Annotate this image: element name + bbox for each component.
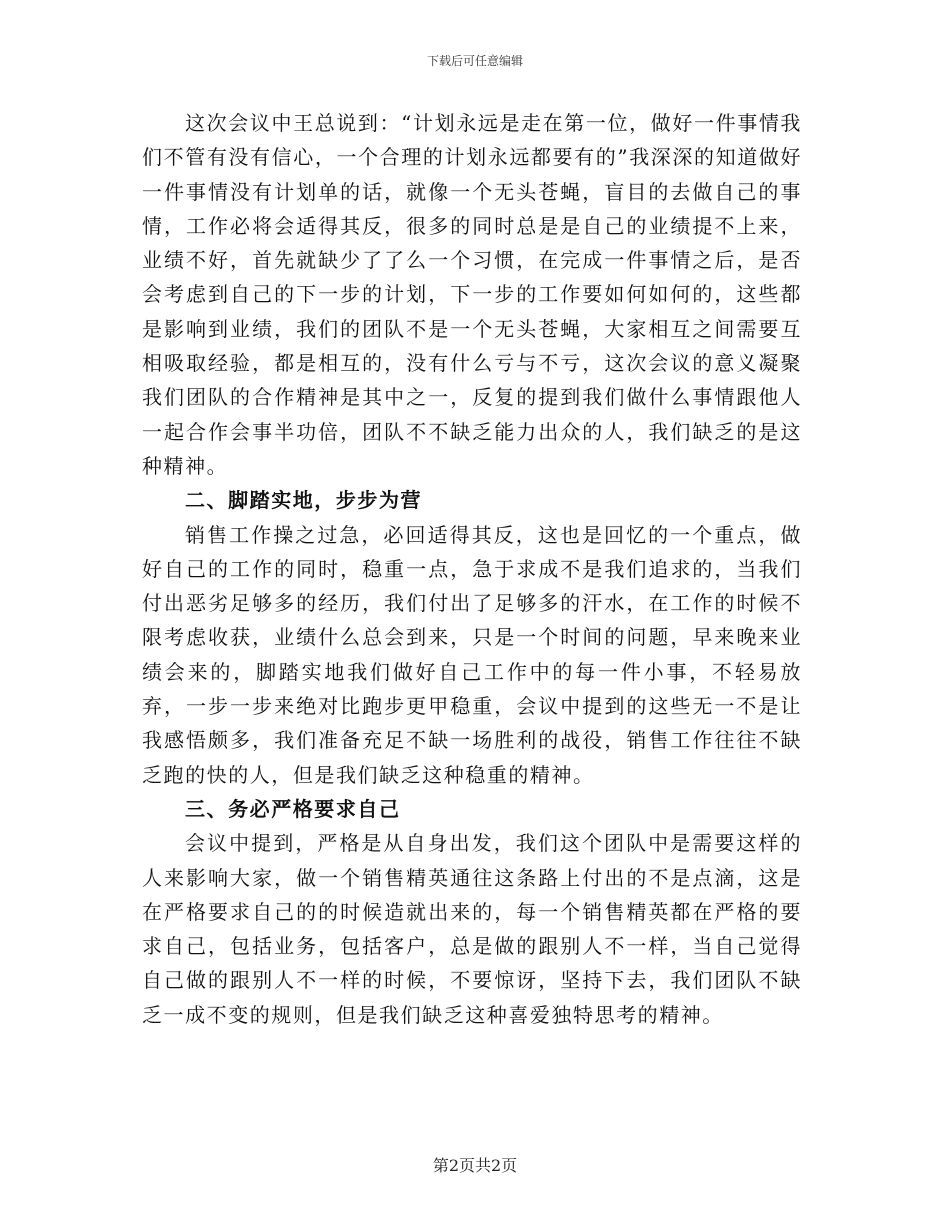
page-header-note: 下载后可任意编辑 [426,54,523,68]
paragraph-plan: 这次会议中王总说到：“计划永远是走在第一位，做好一件事情我们不管有没有信心，一个合理的计划永远都要有的”我深深的知道做好一件事情没有计划单的话，就像一个无头苍蝇，盲目的去做自己的事情，工作必将会适得其反，很多的同时总是是自己的业绩提不上来，业绩不好，首先就缺少了了么一个习惯，在完成一件事情之后，是否会考虑到自己的下一步的计划，下一步的工作要如何如何的，这些都是影响到业绩，我们的团队不是一个无头苍蝇，大家相互之间需要互相吸取经验，都是相互的，没有什么亏与不亏，这次会议的意义凝聚我们团队的合作精神是其中之一，反复的提到我们做什么事情跟他人一起合作会事半功倍，团队不不缺乏能力出众的人，我们缺乏的是这种精神。 [142,111,802,478]
paragraph-strict: 会议中提到，严格是从自身出发，我们这个团队中是需要这样的人来影响大家，做一个销售精英通往这条路上付出的不是点滴，这是在严格要求自己的的时候造就出来的，每一个销售精英都在严格的要求自己，包括业务，包括客户，总是做的跟别人不一样，当自己觉得自己做的跟别人不一样的时候，不要惊讶，坚持下去，我们团队不缺乏一成不变的规则，但是我们缺乏这种喜爱独特思考的精神。 [142,831,802,1027]
page-number-footer: 第2页共2页 [432,1156,518,1175]
section-heading-3: 三、务必严格要求自己 [185,796,401,821]
section-heading-2: 二、脚踏实地，步步为营 [185,488,423,513]
paragraph-steady: 销售工作操之过急，必回适得其反，这也是回忆的一个重点，做好自己的工作的同时，稳重一点，急于求成不是我们追求的，当我们付出恶劣足够多的经历，我们付出了足够多的汗水，在工作的时候不限考虑收获，业绩什么总会到来，只是一个时间的问题，早来晚来业绩会来的，脚踏实地我们做好自己工作中的每一件小事，不轻易放弃，一步一步来绝对比跑步更甲稳重，会议中提到的这些无一不是让我感悟颇多，我们准备充足不缺一场胜利的战役，销售工作往往不缺乏跑的快的人，但是我们缺乏这种稳重的精神。 [142,522,802,787]
document-body [142,106,802,1032]
